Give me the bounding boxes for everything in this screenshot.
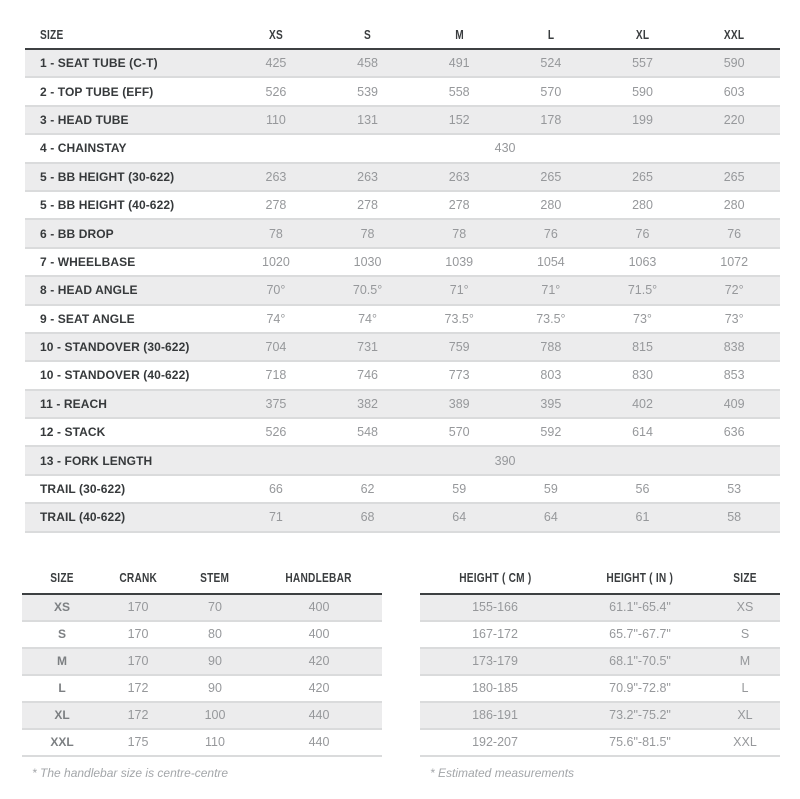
geometry-header-size-xs	[230, 22, 322, 49]
rider-sizing-table	[420, 563, 780, 757]
geometry-value-cell: 590	[688, 49, 780, 77]
sizing-header-text: SIZE	[733, 569, 757, 585]
geometry-value-cell: 280	[688, 191, 780, 219]
geometry-value-cell: 815	[597, 333, 689, 361]
components-size-cell: XS	[22, 594, 102, 621]
geometry-value-cell: 71.5°	[597, 276, 689, 304]
geometry-value-cell: 110	[230, 106, 322, 134]
geometry-row	[25, 191, 780, 219]
components-row	[22, 621, 382, 648]
geometry-value-cell: 548	[322, 418, 414, 446]
components-size-cell: XL	[22, 702, 102, 729]
geometry-row-label: 6 - BB DROP	[25, 219, 230, 247]
components-value-cell: 440	[256, 702, 382, 729]
geometry-value-cell: 389	[413, 390, 505, 418]
geometry-value-cell: 70°	[230, 276, 322, 304]
components-row	[22, 594, 382, 621]
geometry-value-cell: 73°	[597, 305, 689, 333]
components-size-cell: L	[22, 675, 102, 702]
geometry-value-cell: 263	[230, 163, 322, 191]
components-value-cell: 90	[174, 675, 256, 702]
geometry-header-size-text: L	[547, 27, 555, 42]
geometry-row-label: 2 - TOP TUBE (EFF)	[25, 77, 230, 105]
geometry-table	[25, 22, 780, 533]
geometry-header-size-text: XXL	[723, 27, 745, 42]
geometry-value-cell: 62	[322, 475, 414, 503]
geometry-row-label: TRAIL (40-622)	[25, 503, 230, 531]
sizing-height-cm-cell: 155-166	[420, 594, 570, 621]
geometry-header-size-text: XL	[635, 27, 650, 42]
geometry-value-cell: 66	[230, 475, 322, 503]
geometry-value-cell: 76	[597, 219, 689, 247]
sizing-size-cell: S	[710, 621, 780, 648]
components-header-text: HANDLEBAR	[285, 569, 353, 585]
components-header-text: STEM	[200, 569, 230, 585]
geometry-value-cell: 395	[505, 390, 597, 418]
geometry-row	[25, 475, 780, 503]
geometry-row-label: 1 - SEAT TUBE (C-T)	[25, 49, 230, 77]
components-value-cell: 172	[102, 702, 174, 729]
geometry-row	[25, 305, 780, 333]
geometry-merged-value: 390	[230, 446, 780, 474]
geometry-value-cell: 1039	[413, 248, 505, 276]
geometry-value-cell: 746	[322, 361, 414, 389]
components-value-cell: 175	[102, 729, 174, 756]
components-value-cell: 172	[102, 675, 174, 702]
components-row	[22, 675, 382, 702]
geometry-row	[25, 106, 780, 134]
sizing-size-cell: L	[710, 675, 780, 702]
geometry-header-size-text: SIZE	[40, 27, 64, 42]
geometry-value-cell: 1020	[230, 248, 322, 276]
geometry-value-cell: 68	[322, 503, 414, 531]
sizing-height-in-cell: 61.1"-65.4"	[570, 594, 710, 621]
geometry-value-cell: 409	[688, 390, 780, 418]
sizing-row	[420, 648, 780, 675]
geometry-row	[25, 361, 780, 389]
geometry-value-cell: 458	[322, 49, 414, 77]
components-value-cell: 70	[174, 594, 256, 621]
geometry-value-cell: 853	[688, 361, 780, 389]
components-value-cell: 170	[102, 621, 174, 648]
components-header-stem	[174, 563, 256, 594]
geometry-value-cell: 731	[322, 333, 414, 361]
components-row	[22, 702, 382, 729]
sizing-header-1	[570, 563, 710, 594]
geometry-row	[25, 163, 780, 191]
geometry-value-cell: 759	[413, 333, 505, 361]
sizing-height-in-cell: 75.6"-81.5"	[570, 729, 710, 756]
components-size-cell: M	[22, 648, 102, 675]
components-header-handlebar	[256, 563, 382, 594]
geometry-spec-page	[0, 22, 800, 780]
geometry-row	[25, 390, 780, 418]
geometry-row	[25, 134, 780, 162]
geometry-value-cell: 788	[505, 333, 597, 361]
sizing-size-cell: M	[710, 648, 780, 675]
sizing-row	[420, 702, 780, 729]
sizing-header-row	[420, 563, 780, 594]
geometry-row-label: 8 - HEAD ANGLE	[25, 276, 230, 304]
geometry-value-cell: 526	[230, 77, 322, 105]
sizing-size-cell: XXL	[710, 729, 780, 756]
geometry-value-cell: 491	[413, 49, 505, 77]
geometry-value-cell: 557	[597, 49, 689, 77]
components-header-text: SIZE	[50, 569, 74, 585]
geometry-value-cell: 78	[413, 219, 505, 247]
sizing-row	[420, 621, 780, 648]
geometry-row	[25, 49, 780, 77]
sizing-height-cm-cell: 167-172	[420, 621, 570, 648]
geometry-value-cell: 71°	[413, 276, 505, 304]
geometry-row-label: 5 - BB HEIGHT (40-622)	[25, 191, 230, 219]
geometry-row-label: 9 - SEAT ANGLE	[25, 305, 230, 333]
geometry-header-size-xxl	[688, 22, 780, 49]
sizing-size-cell: XL	[710, 702, 780, 729]
geometry-header-size-m	[413, 22, 505, 49]
components-value-cell: 90	[174, 648, 256, 675]
geometry-value-cell: 53	[688, 475, 780, 503]
sizing-height-cm-cell: 186-191	[420, 702, 570, 729]
sizing-height-in-cell: 68.1"-70.5"	[570, 648, 710, 675]
geometry-row	[25, 446, 780, 474]
sizing-height-cm-cell: 192-207	[420, 729, 570, 756]
geometry-value-cell: 265	[505, 163, 597, 191]
geometry-row-label: 5 - BB HEIGHT (30-622)	[25, 163, 230, 191]
geometry-value-cell: 58	[688, 503, 780, 531]
geometry-value-cell: 1054	[505, 248, 597, 276]
geometry-value-cell: 78	[322, 219, 414, 247]
components-value-cell: 420	[256, 675, 382, 702]
geometry-value-cell: 773	[413, 361, 505, 389]
geometry-value-cell: 64	[505, 503, 597, 531]
geometry-value-cell: 263	[322, 163, 414, 191]
geometry-row-label: TRAIL (30-622)	[25, 475, 230, 503]
geometry-row-label: 10 - STANDOVER (40-622)	[25, 361, 230, 389]
geometry-header-size-xl	[597, 22, 689, 49]
geometry-value-cell: 402	[597, 390, 689, 418]
geometry-value-cell: 74°	[322, 305, 414, 333]
geometry-row	[25, 333, 780, 361]
geometry-value-cell: 72°	[688, 276, 780, 304]
components-header-size	[22, 563, 102, 594]
geometry-value-cell: 74°	[230, 305, 322, 333]
geometry-value-cell: 59	[413, 475, 505, 503]
geometry-header-size-label	[25, 22, 230, 49]
geometry-value-cell: 524	[505, 49, 597, 77]
geometry-value-cell: 803	[505, 361, 597, 389]
geometry-value-cell: 590	[597, 77, 689, 105]
sizing-height-in-cell: 73.2"-75.2"	[570, 702, 710, 729]
components-footnote: * The handlebar size is centre-centre	[32, 765, 229, 780]
geometry-row	[25, 418, 780, 446]
geometry-value-cell: 570	[505, 77, 597, 105]
geometry-header-size-text: S	[364, 27, 372, 42]
components-header-row	[22, 563, 382, 594]
geometry-value-cell: 263	[413, 163, 505, 191]
geometry-header-size-l	[505, 22, 597, 49]
geometry-value-cell: 152	[413, 106, 505, 134]
geometry-row-label: 11 - REACH	[25, 390, 230, 418]
geometry-value-cell: 375	[230, 390, 322, 418]
geometry-value-cell: 265	[688, 163, 780, 191]
geometry-value-cell: 73.5°	[505, 305, 597, 333]
geometry-value-cell: 614	[597, 418, 689, 446]
components-row	[22, 648, 382, 675]
rider-sizing-table-block	[420, 563, 780, 780]
geometry-value-cell: 1072	[688, 248, 780, 276]
geometry-row-label: 4 - CHAINSTAY	[25, 134, 230, 162]
geometry-value-cell: 265	[597, 163, 689, 191]
components-value-cell: 170	[102, 648, 174, 675]
geometry-value-cell: 71°	[505, 276, 597, 304]
geometry-row	[25, 503, 780, 531]
sizing-height-cm-cell: 180-185	[420, 675, 570, 702]
components-row	[22, 729, 382, 756]
geometry-value-cell: 199	[597, 106, 689, 134]
sizing-row	[420, 729, 780, 756]
geometry-value-cell: 73°	[688, 305, 780, 333]
components-header-crank	[102, 563, 174, 594]
sizing-size-cell: XS	[710, 594, 780, 621]
geometry-value-cell: 558	[413, 77, 505, 105]
sizing-height-in-cell: 70.9"-72.8"	[570, 675, 710, 702]
geometry-value-cell: 280	[597, 191, 689, 219]
geometry-merged-value: 430	[230, 134, 780, 162]
sizing-header-2	[710, 563, 780, 594]
components-size-cell: XXL	[22, 729, 102, 756]
sizing-header-text: HEIGHT ( IN )	[606, 569, 674, 585]
components-table	[22, 563, 382, 757]
geometry-header-size-text: M	[454, 27, 464, 42]
geometry-row-label: 3 - HEAD TUBE	[25, 106, 230, 134]
geometry-value-cell: 78	[230, 219, 322, 247]
geometry-row	[25, 219, 780, 247]
geometry-value-cell: 539	[322, 77, 414, 105]
components-value-cell: 80	[174, 621, 256, 648]
geometry-row	[25, 276, 780, 304]
components-table-block	[22, 563, 382, 780]
geometry-value-cell: 131	[322, 106, 414, 134]
geometry-value-cell: 61	[597, 503, 689, 531]
geometry-value-cell: 178	[505, 106, 597, 134]
components-value-cell: 400	[256, 594, 382, 621]
geometry-value-cell: 220	[688, 106, 780, 134]
geometry-value-cell: 280	[505, 191, 597, 219]
geometry-value-cell: 76	[505, 219, 597, 247]
geometry-row-label: 10 - STANDOVER (30-622)	[25, 333, 230, 361]
geometry-value-cell: 592	[505, 418, 597, 446]
components-value-cell: 440	[256, 729, 382, 756]
geometry-header-size-s	[322, 22, 414, 49]
geometry-value-cell: 278	[322, 191, 414, 219]
components-header-text: CRANK	[119, 569, 157, 585]
sizing-footnote: * Estimated measurements	[430, 765, 575, 780]
sizing-row	[420, 594, 780, 621]
geometry-row	[25, 77, 780, 105]
geometry-value-cell: 704	[230, 333, 322, 361]
geometry-value-cell: 830	[597, 361, 689, 389]
geometry-value-cell: 570	[413, 418, 505, 446]
geometry-value-cell: 603	[688, 77, 780, 105]
sizing-height-in-cell: 65.7"-67.7"	[570, 621, 710, 648]
geometry-value-cell: 425	[230, 49, 322, 77]
components-value-cell: 170	[102, 594, 174, 621]
geometry-header-row	[25, 22, 780, 49]
sizing-height-cm-cell: 173-179	[420, 648, 570, 675]
geometry-value-cell: 382	[322, 390, 414, 418]
components-value-cell: 110	[174, 729, 256, 756]
geometry-value-cell: 70.5°	[322, 276, 414, 304]
geometry-value-cell: 64	[413, 503, 505, 531]
components-value-cell: 400	[256, 621, 382, 648]
geometry-value-cell: 278	[230, 191, 322, 219]
sizing-header-text: HEIGHT ( CM )	[458, 569, 532, 585]
geometry-value-cell: 526	[230, 418, 322, 446]
geometry-value-cell: 73.5°	[413, 305, 505, 333]
geometry-value-cell: 71	[230, 503, 322, 531]
geometry-row	[25, 248, 780, 276]
geometry-value-cell: 718	[230, 361, 322, 389]
geometry-value-cell: 76	[688, 219, 780, 247]
components-size-cell: S	[22, 621, 102, 648]
geometry-value-cell: 838	[688, 333, 780, 361]
sizing-header-0	[420, 563, 570, 594]
geometry-row-label: 13 - FORK LENGTH	[25, 446, 230, 474]
geometry-header-size-text: XS	[268, 27, 283, 42]
bottom-tables-section	[22, 563, 800, 780]
geometry-row-label: 7 - WHEELBASE	[25, 248, 230, 276]
geometry-value-cell: 56	[597, 475, 689, 503]
geometry-value-cell: 278	[413, 191, 505, 219]
sizing-row	[420, 675, 780, 702]
geometry-row-label: 12 - STACK	[25, 418, 230, 446]
geometry-value-cell: 1030	[322, 248, 414, 276]
geometry-value-cell: 59	[505, 475, 597, 503]
components-value-cell: 100	[174, 702, 256, 729]
components-value-cell: 420	[256, 648, 382, 675]
geometry-value-cell: 1063	[597, 248, 689, 276]
geometry-value-cell: 636	[688, 418, 780, 446]
